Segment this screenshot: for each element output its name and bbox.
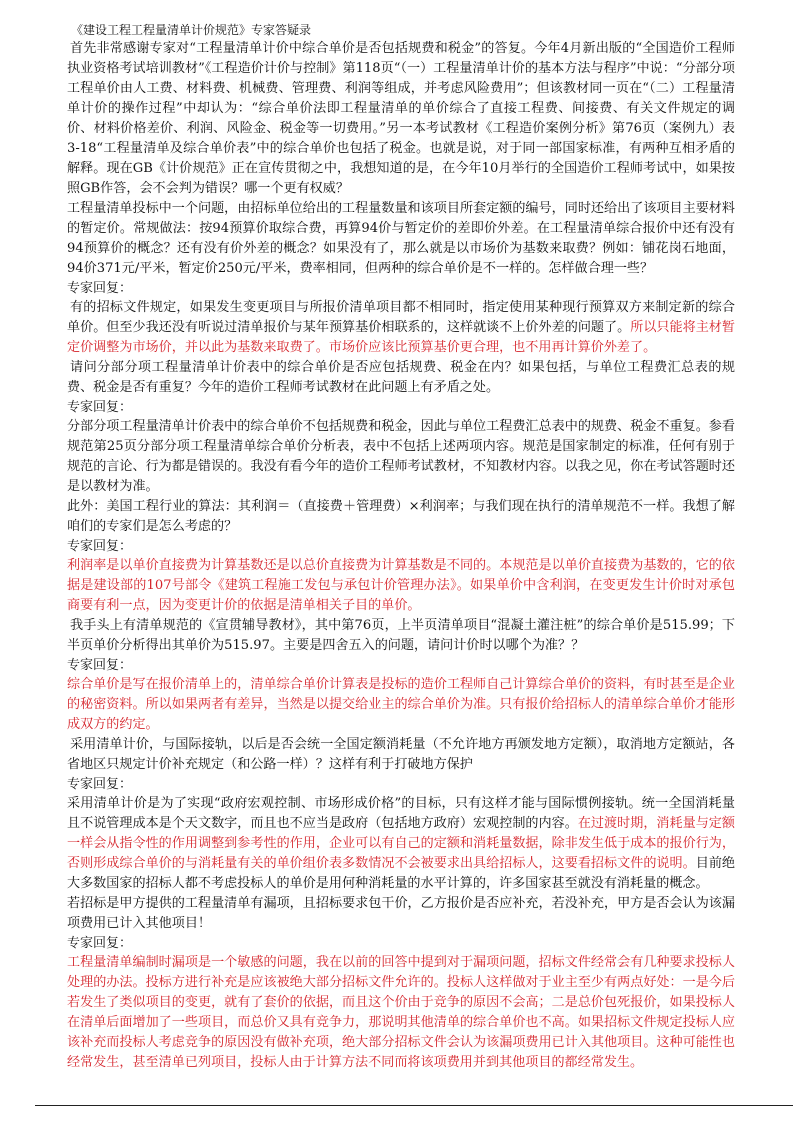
expert-reply-label: 专家回复： xyxy=(67,658,133,673)
expert-reply-label: 专家回复： xyxy=(67,539,133,554)
question-7-text: 若招标是甲方提供的工程量清单有漏项，且招标要求包干价，乙方报价是否应补充，若没补充，甲方是否会认为该漏项费用已计入其他项目！ xyxy=(67,896,735,931)
question-3 xyxy=(67,358,735,398)
answer-2 xyxy=(67,417,735,497)
answer-1-text: 有的招标文件规定，如果发生变更项目与所报价清单项目都不相同时，指定使用某种现行预算双方来制定新的综合单价。但至少我还没有听说过清单报价与某年预算基价相联系的，这样就谈不上价外差的问题了。 xyxy=(67,300,735,335)
answer-4-highlight: 综合单价是写在报价清单上的，清单综合单价计算表是投标的造价工程师自己计算综合单价的资料，有时甚至是企业的秘密资料。所以如果两者有差异，当然是以提交给业主的综合单价为准。只有报价给招标人的清单综合单价才能形成双方的约定。 xyxy=(67,677,735,732)
answer-1 xyxy=(67,298,735,358)
page-bottom-rule xyxy=(35,1105,793,1106)
answer-5 xyxy=(67,794,735,894)
answer-5-tail: 目前绝大多数国家的招标人都不考虑投标人的单价是用何种消耗量的水平计算的，许多国家甚至就没有消耗量的概念。 xyxy=(67,856,736,891)
answer-5-highlight: 在过渡时期，消耗量与定额一样会从指令性的作用调整到参考性的作用，企业可以有自己的定额和消耗量数据，除非发生低于成本的报价行为，否则形成综合单价的与消耗量有关的单价组价表多数情况不会被要求出具给招标人，这要看招标文件的说明。 xyxy=(67,816,736,871)
answer-5-text: 采用清单计价是为了实现“政府宏观控制、市场形成价格”的目标，只有这样才能与国际惯例接轨。统一全国消耗量且不说管理成本是个天文数字，而且也不应当是政府（包括地方政府）宏观控制的内容。 xyxy=(67,796,735,831)
question-3-text: 请问分部分项工程量清单计价表中的综合单价是否应包括规费、税金在内？如果包括，与单位工程费汇总表的规费、税金是否有重复？今年的造价工程师考试教材在此问题上有矛盾之处。 xyxy=(67,360,735,395)
answer-1-highlight: 所以只能将主材暂定价调整为市场价，并以此为基数来取费了。市场价应该比预算基价更合理，也不用再计算价外差了。 xyxy=(67,320,735,355)
question-4-text: 此外：美国工程行业的算法：其利润＝（直接费＋管理费）×利润率；与我们现在执行的清单规范不一样。我想了解咱们的专家们是怎么考虑的？ xyxy=(67,499,735,534)
answer-2-text: 分部分项工程量清单计价表中的综合单价不包括规费和税金，因此与单位工程费汇总表中的规费、税金不重复。参看规范第25页分部分项工程量清单综合单价分析表，表中不包括上述两项内容。规范是国家制定的标准，任何有别于规范的言论、行为都是错误的。我没有看今年的造价工程师考试教材，不知教材内容。以我之见，你在考试答题时还是以教材为准。 xyxy=(67,419,735,494)
expert-reply-label: 专家回复： xyxy=(67,281,133,296)
expert-reply-label: 专家回复： xyxy=(67,936,133,951)
question-2 xyxy=(67,199,735,279)
answer-4 xyxy=(67,675,735,735)
question-5-text: 我手头上有清单规范的《宣贯辅导教材》，其中第76页，上半页清单项目“混凝土灌注桩”的综合单价是515.99；下半页单价分析得出其单价为515.97。主要是四舍五入的问题，请问计价时以哪个为准？？ xyxy=(67,618,735,653)
question-5 xyxy=(67,616,735,656)
answer-3-highlight: 利润率是以单价直接费为计算基数还是以总价直接费为计算基数是不同的。本规范是以单价直接费为基数的，它的依据是建设部的107号部令《建筑工程施工发包与承包计价管理办法》。如果单价中含利润，在变更发生计价时对承包商要有利一点，因为变更计价的依据是清单相关子目的单价。 xyxy=(67,558,735,613)
question-4 xyxy=(67,497,735,537)
answer-3 xyxy=(67,556,735,616)
question-1 xyxy=(67,39,735,199)
answer-6-highlight: 工程量清单编制时漏项是一个敏感的问题，我在以前的回答中提到对于漏项问题，招标文件经常会有几种要求投标人处理的办法。投标方进行补充是应该被绝大部分招标文件允许的。投标人这样做对于业主至少有两点好处：一是今后若发生了类似项目的变更，就有了套价的依据，而且这个价由于竞争的原因不会高；二是总价包死报价，如果投标人在清单后面增加了一些项目，而总价又具有竞争力，那说明其他清单的综合单价也不高。如果招标文件规定投标人应该补充而投标人考虑竞争的原因没有做补充项，绝大部分招标文件会认为该漏项费用已计入其他项目。这种可能性也经常发生，甚至清单已列项目，投标人由于计算方法不同而将该项费用并到其他项目的都经常发生。 xyxy=(67,955,735,1070)
question-2-text: 工程量清单投标中一个问题，由招标单位给出的工程量数量和该项目所套定额的编号，同时还给出了该项目主要材料的暂定价。常规做法：按94预算价取综合费，再算94价与暂定价的差即价外差。在工程量清单综合报价中还有没有94预算价的概念？还有没有价外差的概念？如果没有了，那么就是以市场价为基数来取费？例如：铺花岗石地面，94价371元/平米，暂定价250元/平米，费率相同，但两种的综合单价是不一样的。怎样做合理一些？ xyxy=(67,201,735,276)
expert-reply-label: 专家回复： xyxy=(67,400,133,415)
question-6-text: 采用清单计价，与国际接轨，以后是否会统一全国定额消耗量（不允许地方再颁发地方定额），取消地方定额站，各省地区只规定计价补充规定（和公路一样）？这样有利于打破地方保护 xyxy=(67,737,735,772)
question-1-text: 首先非常感谢专家对“工程量清单计价中综合单价是否包括规费和税金”的答复。今年4月新出版的“全国造价工程师执业资格考试培训教材”《工程造价计价与控制》第118页“（一）工程量清单计价的基本方法与程序”中说：“分部分项工程单价由人工费、材料费、机械费、管理费、利润等组成，并考虑风险费用”；但该教材同一页在“（二）工程量清单计价的操作过程”中却认为：“综合单价法即工程量清单的单价综合了直接工程费、间接费、有关文件规定的调价、材料价格差价、利润、风险金、税金等一切费用。”另一本考试教材《工程造价案例分析》第76页（案例九）表3-18“工程量清单及综合单价表”中的综合单价也包括了税金。也就是说，对于同一部国家标准，有两种互相矛盾的解释。现在GB《计价规范》正在宣传贯彻之中，我想知道的是，在今年10月举行的全国造价工程师考试中，如果按照GB作答，会不会判为错误？哪一个更有权威？ xyxy=(67,41,735,196)
question-7 xyxy=(67,894,735,934)
document-title: 《建设工程工程量清单计价规范》专家答疑录 xyxy=(71,23,312,37)
expert-reply-label: 专家回复： xyxy=(67,777,133,792)
document-body xyxy=(67,22,735,1073)
answer-6 xyxy=(67,953,735,1073)
question-6 xyxy=(67,735,735,775)
